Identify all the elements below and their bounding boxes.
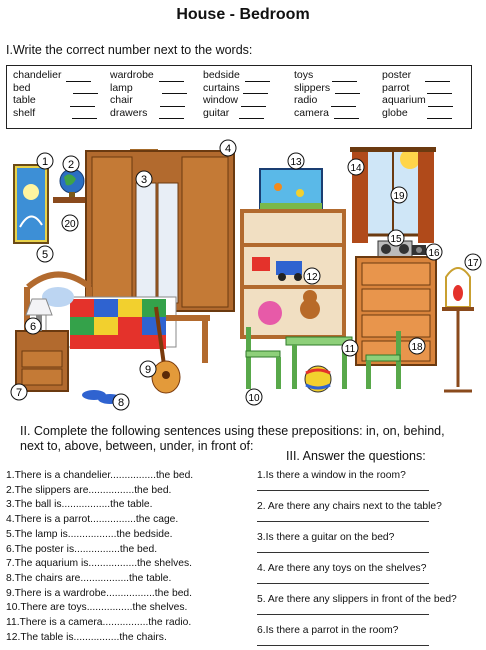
- sentence-item: 11.There is a camera................the radio.: [6, 617, 192, 629]
- word-item: wardrobe: [110, 69, 187, 82]
- sentence-item: 7.The aquarium is.................the shelves.: [6, 558, 192, 570]
- answer-line: [257, 552, 429, 553]
- sentence-item: 9.There is a wardrobe.................the bed.: [6, 587, 193, 599]
- wardrobe-illustration: [86, 151, 234, 311]
- section3-instruction: III. Answer the questions:: [286, 449, 426, 463]
- svg-text:9: 9: [144, 364, 152, 376]
- number-marker: [25, 318, 41, 334]
- parrot-cage-illustration: [442, 268, 474, 391]
- sentence-item: 2.The slippers are................the bed.: [6, 484, 172, 496]
- number-marker: [304, 268, 320, 284]
- svg-text:15: 15: [390, 234, 402, 245]
- question-text: 6.Is there a parrot in the room?: [257, 625, 399, 636]
- svg-text:16: 16: [428, 248, 440, 259]
- answer-line: [257, 645, 429, 646]
- question-text: 2. Are there any chairs next to the table?: [257, 501, 442, 512]
- word-item: chandelier: [13, 69, 98, 82]
- word-item: table: [13, 94, 98, 107]
- sentence-item: 3.The ball is.................the table.: [6, 499, 153, 511]
- svg-text:2: 2: [67, 159, 75, 171]
- word-item: shelf: [13, 107, 98, 120]
- word-item: drawers: [110, 107, 187, 120]
- answer-line: [257, 490, 429, 491]
- number-marker: [140, 361, 156, 377]
- svg-text:1: 1: [41, 156, 49, 168]
- question-item: [257, 470, 457, 501]
- number-marker: [63, 156, 79, 172]
- section2-instruction: II. Complete the following sentences using these prepositions: in, on, behind, next to, above, between, under, in front of:: [20, 424, 445, 453]
- svg-text:12: 12: [306, 272, 318, 283]
- word-box: [6, 65, 472, 129]
- sentence-item: 10.There are toys................the shelves.: [6, 602, 188, 614]
- number-marker: [113, 394, 129, 410]
- number-marker: [348, 159, 364, 175]
- number-marker: [288, 153, 304, 169]
- word-item: bedside: [203, 69, 270, 82]
- question-item: [257, 594, 457, 625]
- svg-text:13: 13: [290, 157, 302, 168]
- svg-text:7: 7: [15, 387, 23, 399]
- sentence-list: [6, 469, 193, 645]
- question-text: 5. Are there any slippers in front of the bed?: [257, 594, 457, 605]
- question-text: 1.Is there a window in the room?: [257, 470, 406, 481]
- number-marker: [246, 389, 262, 405]
- answer-line: [257, 614, 429, 615]
- number-marker: [409, 338, 425, 354]
- word-item: slippers: [294, 82, 360, 95]
- word-item: camera: [294, 107, 360, 120]
- word-item: globe: [382, 107, 453, 120]
- question-text: 4. Are there any toys on the shelves?: [257, 563, 427, 574]
- svg-text:6: 6: [29, 321, 37, 333]
- svg-text:4: 4: [224, 143, 232, 155]
- bedroom-illustration: [6, 137, 482, 415]
- word-item: radio: [294, 94, 360, 107]
- word-item: guitar: [203, 107, 270, 120]
- sentence-item: 4.There is a parrot................the cage.: [6, 514, 179, 526]
- svg-text:19: 19: [393, 191, 405, 202]
- svg-text:20: 20: [64, 219, 76, 230]
- svg-text:18: 18: [411, 342, 423, 353]
- sentence-item: 1.There is a chandelier................the bed.: [6, 470, 194, 481]
- svg-text:17: 17: [467, 258, 479, 269]
- word-item: poster: [382, 69, 453, 82]
- svg-text:11: 11: [344, 344, 356, 355]
- sentence-item: 5.The lamp is.................the bedside.: [6, 528, 173, 540]
- number-marker: [62, 215, 78, 231]
- question-item: [257, 532, 457, 563]
- number-marker: [342, 340, 358, 356]
- ball-illustration: [305, 366, 331, 392]
- word-item: chair: [110, 94, 187, 107]
- word-item: curtains: [203, 82, 270, 95]
- answer-line: [257, 521, 429, 522]
- sentence-item: 8.The chairs are.................the table.: [6, 572, 172, 584]
- worksheet-title: House - Bedroom: [176, 6, 310, 23]
- question-text: 3.Is there a guitar on the bed?: [257, 532, 395, 543]
- number-marker: [220, 140, 236, 156]
- question-list: [257, 470, 457, 650]
- word-item: aquarium: [382, 94, 453, 107]
- number-marker: [37, 153, 53, 169]
- word-column-5: [382, 69, 453, 119]
- question-item: [257, 625, 457, 650]
- number-marker: [11, 384, 27, 400]
- question-item: [257, 563, 457, 594]
- sentence-item: 6.The poster is................the bed.: [6, 543, 158, 555]
- aquarium-illustration: [260, 169, 322, 209]
- word-column-2: [110, 69, 187, 119]
- word-item: toys: [294, 69, 360, 82]
- number-marker: [136, 171, 152, 187]
- svg-text:10: 10: [248, 393, 260, 404]
- number-marker: [426, 244, 442, 260]
- camera-illustration: [412, 245, 426, 255]
- number-marker: [37, 246, 53, 262]
- word-item: bed: [13, 82, 98, 95]
- word-column-1: [13, 69, 98, 119]
- number-marker: [388, 230, 404, 246]
- question-item: [257, 501, 457, 532]
- poster-illustration: [14, 165, 48, 243]
- bedside-illustration: [16, 331, 68, 391]
- svg-text:5: 5: [41, 249, 49, 261]
- word-column-4: [294, 69, 360, 119]
- sentence-item: 12.The table is................the chairs.: [6, 631, 167, 643]
- section1-instruction: I.Write the correct number next to the words:: [6, 43, 253, 57]
- word-column-3: [203, 69, 270, 119]
- svg-text:14: 14: [350, 163, 362, 174]
- number-marker: [465, 254, 481, 270]
- word-item: parrot: [382, 82, 453, 95]
- svg-text:3: 3: [140, 174, 148, 186]
- word-item: window: [203, 94, 270, 107]
- number-marker: [391, 187, 407, 203]
- word-item: lamp: [110, 82, 187, 95]
- svg-text:8: 8: [117, 397, 125, 409]
- globe-illustration: [53, 169, 87, 203]
- answer-line: [257, 583, 429, 584]
